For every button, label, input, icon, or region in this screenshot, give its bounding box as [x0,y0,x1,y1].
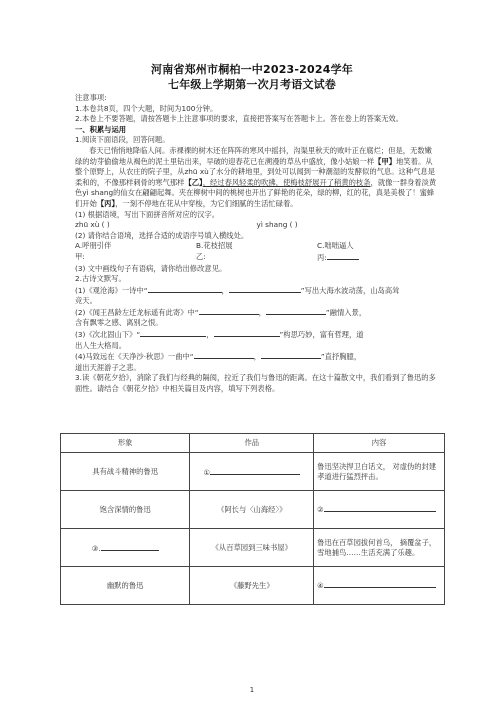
question-1-prompt: 1.阅读下面语段，回答问题。 [75,135,170,145]
passage-part: 的仙女在翩翩起舞。夹在柳树中间的桃树也开出了鲜艳的花朵，绿的柳，红的花，真是美极了！蜜蜂们开始 [75,188,435,208]
pinyin-answer-a: zhū xù ( ) [75,220,110,230]
option-b: B.花枝招展 [196,241,233,251]
cell-marker: ④ [317,581,324,590]
reading-passage [75,146,438,210]
answer-blank [324,504,436,512]
table-cell-content [314,491,445,529]
poem-text: ”直抒胸臆， [320,352,362,362]
passage-part: 了水分的耕地里，到处可以闻到一种潮湿的发酵似的气息。这种气息是柔和的，不像那样刺骨的寒气那样 [75,167,435,187]
idiom-options-row [75,241,438,252]
answer-blank [214,329,280,337]
poem-text: (1)《观沧海》一诗中“ [75,285,148,295]
table-cell-content: 鲁迅坚决捍卫白话文， 对虚伪的封建孝道进行猛烈抨击。 [314,453,445,491]
poem-text: ， [258,307,266,317]
poem-item-1 [75,285,438,297]
blank-marker-jia: 【甲】 [374,156,397,166]
answer-blank [101,543,159,551]
slot-jia [75,252,196,264]
slot-label: 乙: [196,251,206,261]
table-row [61,567,445,605]
subquestion-2: (2) 请你结合语境，选择合适的成语序号填入横线处。 [75,230,249,240]
answer-blank [327,252,359,260]
option-a: A.呼朋引伴 [75,241,112,251]
passage-part: ，就像一群身着淡黄色 [75,177,437,198]
poem-item-3-cont: 出人生大格局。 [75,340,127,350]
poem-text: ”构思巧妙，富有哲理，道 [279,330,364,340]
pinyin-answer-b: yì shang ( ) [256,220,298,230]
poem-item-2-cont: 含有飘零之感、离别之恨。 [75,318,163,328]
subquestion-3: (3) 文中画线句子有语病，请你给出修改意见。 [75,263,227,273]
notice-item-2: 2.本卷上不要答题，请按答题卡上注意事项的要求，直接把答案写在答题卡上。答在卷上的答案无效。 [75,114,404,124]
poem-item-2 [75,307,438,319]
question-2-prompt: 2.古诗文默写。 [75,274,126,284]
table-cell-image: 饱含深情的鲁迅 [61,491,190,529]
blank-marker-yi: 【乙】 [184,177,203,187]
answer-blank [261,351,321,359]
passage-part: ，一刻不停地在花从中穿梭，为它们细腻的生活忙碌着。 [115,198,298,208]
notice-heading: 注意事项: [75,93,107,102]
answer-blank [148,285,222,293]
table-cell-content: 鲁迅在百草园拔何首乌， 摘覆盆子，雪地捕鸟……生活充满了乐趣。 [314,529,445,567]
table-row [61,529,445,567]
slot-label: 甲: [75,251,85,261]
poem-item-4-cont: 道出天涯游子之悲。 [75,362,141,372]
table-cell-content [314,567,445,605]
cell-marker: ① [203,467,211,477]
poem-item-3 [75,329,438,341]
answer-blank [266,307,326,315]
table-cell-image [61,529,190,567]
answer-blank [324,580,436,588]
poem-text: (2)《闻王昌龄左迁龙标遥有此寄》中“ [75,307,199,317]
cell-marker: ② [317,505,324,514]
table-cell-image: 具有战斗精神的鲁迅 [61,453,190,491]
question-3-prompt: 3.读《朝花夕拾》，消除了我们与经典的隔阂，拉近了我们与鲁迅的距离。在这十篇散文中，我们看到了鲁迅的多面性。请结合《朝花夕拾》中相关篇目及内容，填写下列表格。 [75,373,436,394]
table-header-cell: 内容 [314,434,445,453]
reading-summary-table [60,433,445,605]
table-header-cell: 形象 [61,434,190,453]
exam-body [75,93,438,395]
poem-text: ”写出大海水波动荡，山岛高耸 [300,285,400,295]
page-number: 1 [249,686,255,694]
cell-marker: ③. [91,543,101,553]
poem-text: (4)马致远在《天净沙·秋思》一曲中“ [75,352,194,362]
answer-blank [229,285,301,293]
notice-item-1: 1.本卷共8页，四个大题，时间为100分钟。 [75,103,218,113]
poem-text: ， [206,330,214,340]
passage-part-underlined: 稍黄的枝条 [334,177,371,187]
table-header-cell: 作品 [190,434,314,453]
slot-yi [196,252,317,264]
table-row [61,491,445,529]
poem-text: ， [221,285,229,295]
pinyin-zhuxu: zhū xù [184,167,209,177]
table-cell-image: 幽默的鲁迅 [61,567,190,605]
table-row [61,453,445,491]
answer-blank [140,329,206,337]
passage-part-underlined: ，经过春风轻柔的吹拂，使梅枝舒展开了 [202,177,335,187]
table-cell-work [190,453,314,491]
idiom-slots-row [75,252,438,264]
passage-part: 地笑着。从整个原野上，从农庄的院子里，从 [75,156,433,177]
poem-item-4 [75,351,438,363]
poem-text: (3)《次北固山下》“ [75,330,141,340]
table-header-row [61,434,445,453]
table-cell-work: 《藤野先生》 [190,567,314,605]
subquestion-1: (1) 根据语境，写出下面拼音所对应的汉字。 [75,209,219,219]
pinyin-yishang: yì shang [82,188,114,198]
slot-label: 丙: [317,252,327,262]
pinyin-answer-row [75,220,438,231]
poem-text: ， [253,352,261,362]
poem-text: ”融情入景， [325,307,367,317]
blank-marker-bing: 【丙】 [96,198,116,208]
exam-title-line1: 河南省郑州市桐柏一中2023-2024学年 [151,63,353,76]
table-cell-work: 《从百草园到三味书屋》 [190,529,314,567]
table-cell-work: 《阿长与〈山海经〉》 [190,491,314,529]
slot-bing [317,252,438,264]
exam-title-line2: 七年级上学期第一次月考语文试卷 [168,78,336,91]
option-c: C.咄咄逼人 [317,241,354,251]
passage-part: 春天已悄悄地降临人间。赤裸裸的树木还在阵阵的寒风中摇抖，沟渠里秋天的败叶正在腐烂；但是，无数嫩绿的幼芽偷偷地从褐色的泥土里钻出来，早破的迎春花已在溯漫的草丛中盛放，像小姑娘一样 [75,145,432,166]
answer-blank [194,351,254,359]
section-heading: 一、积累与运用 [75,124,127,134]
poem-item-1-cont: 竞天。 [75,296,97,306]
answer-blank [199,307,259,315]
answer-blank [210,467,300,475]
